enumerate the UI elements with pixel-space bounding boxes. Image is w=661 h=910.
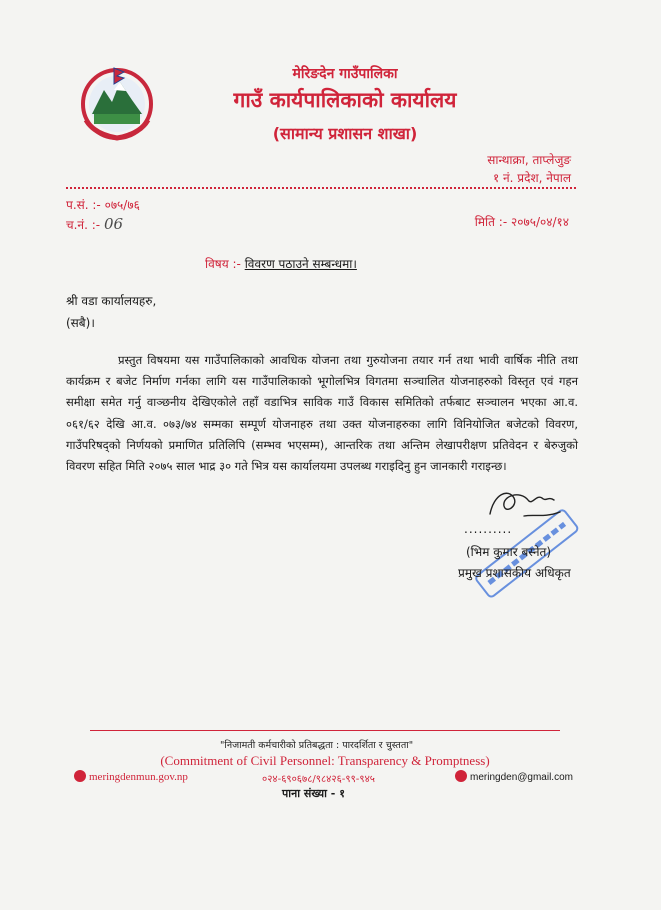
website-text: meringdenmun.gov.np — [89, 771, 188, 783]
header-divider — [66, 187, 576, 189]
globe-icon — [74, 770, 86, 782]
nepal-emblem-icon — [74, 62, 160, 142]
ps-value: ०७५/७६ — [104, 198, 140, 212]
ps-label: प.सं. :- — [66, 198, 101, 212]
addressee-line2: (सबै)। — [66, 316, 95, 330]
reference-cn — [66, 215, 123, 233]
signature — [484, 484, 564, 524]
address-line1: सान्थाक्रा, ताप्लेजुङ — [487, 153, 571, 167]
signature-dots: .......... — [464, 522, 513, 536]
municipality-name: मेरिङदेन गाउँपालिका — [292, 66, 398, 82]
letter-date — [475, 213, 569, 230]
footer-slogan: "निजामती कर्मचारीको प्रतिबद्धता : पारदर्शिता र चुस्तता" — [220, 740, 414, 751]
signatory-name: (भिम कुमार बस्नेत) — [466, 545, 552, 559]
signatory-title: प्रमुख प्रशासकीय अधिकृत — [458, 566, 571, 580]
footer-commitment: (Commitment of Civil Personnel: Transparency & Promptness) — [160, 753, 490, 768]
reference-ps — [66, 196, 140, 213]
cn-value: 06 — [103, 215, 124, 233]
subject-label: विषय :- — [205, 257, 241, 271]
footer-website[interactable] — [74, 770, 188, 783]
subject-value: विवरण पठाउने सम्बन्धमा। — [244, 257, 357, 271]
letter-body: प्रस्तुत विषयमा यस गाउँपालिकाको आवधिक योजना तथा गुरुयोजना तयार गर्न तथा भावी वार्षिक नीति तथा कार्यक्रम र बजेट निर्माण गर्नका लागि यस गाउँपालिकाको भूगोलभित्र विगतमा सञ्चालित योजनाहरुको विस्तृत एवं गहन समीक्षा समेत गर्नु वाञ्छनीय देखिएकोले तहाँ वडाभित्र साविक गाउँ विकास समितिको तर्फबाट सञ्चालन भएका आ.व. ०६१/६२ देखि आ.व. ०७३/७४ सम्मका सम्पूर्ण योजनाहरु तथा उक्त योजनाहरुका लागि विनियोजित बजेटको विवरण, गाउँपरिषद्को निर्णयको प्रमाणित प्रतिलिपि (सम्भव भएसम्म), आन्तरिक तथा अन्तिम लेखापरीक्षण प्रतिवेदन र बेरुजुको विवरण सहित मिति २०७५ साल भाद्र ३० गते भित्र यस कार्यालयमा उपलब्ध गराइदिनु हुन जानकारी गराइन्छ। — [66, 353, 578, 474]
footer-divider — [90, 730, 560, 731]
subject-line — [205, 255, 357, 272]
branch-name: (सामान्य प्रशासन शाखा) — [272, 124, 418, 143]
date-value: २०७५/०४/१४ — [510, 215, 569, 229]
addressee-line1: श्री वडा कार्यालयहरु, — [66, 294, 157, 308]
mail-icon — [455, 770, 467, 782]
footer-email[interactable] — [455, 770, 573, 783]
page-number: पाना संख्या - १ — [282, 787, 345, 800]
email-text: meringden@gmail.com — [470, 772, 573, 783]
address-line2: १ नं. प्रदेश, नेपाल — [492, 171, 571, 185]
office-name: गाउँ कार्यपालिकाको कार्यालय — [233, 88, 457, 112]
date-label: मिति :- — [474, 215, 508, 229]
cn-label: च.नं. :- — [66, 218, 101, 232]
footer-phone: ०२४-६९०६७८/९८४२६-९९-९४५ — [262, 774, 375, 785]
